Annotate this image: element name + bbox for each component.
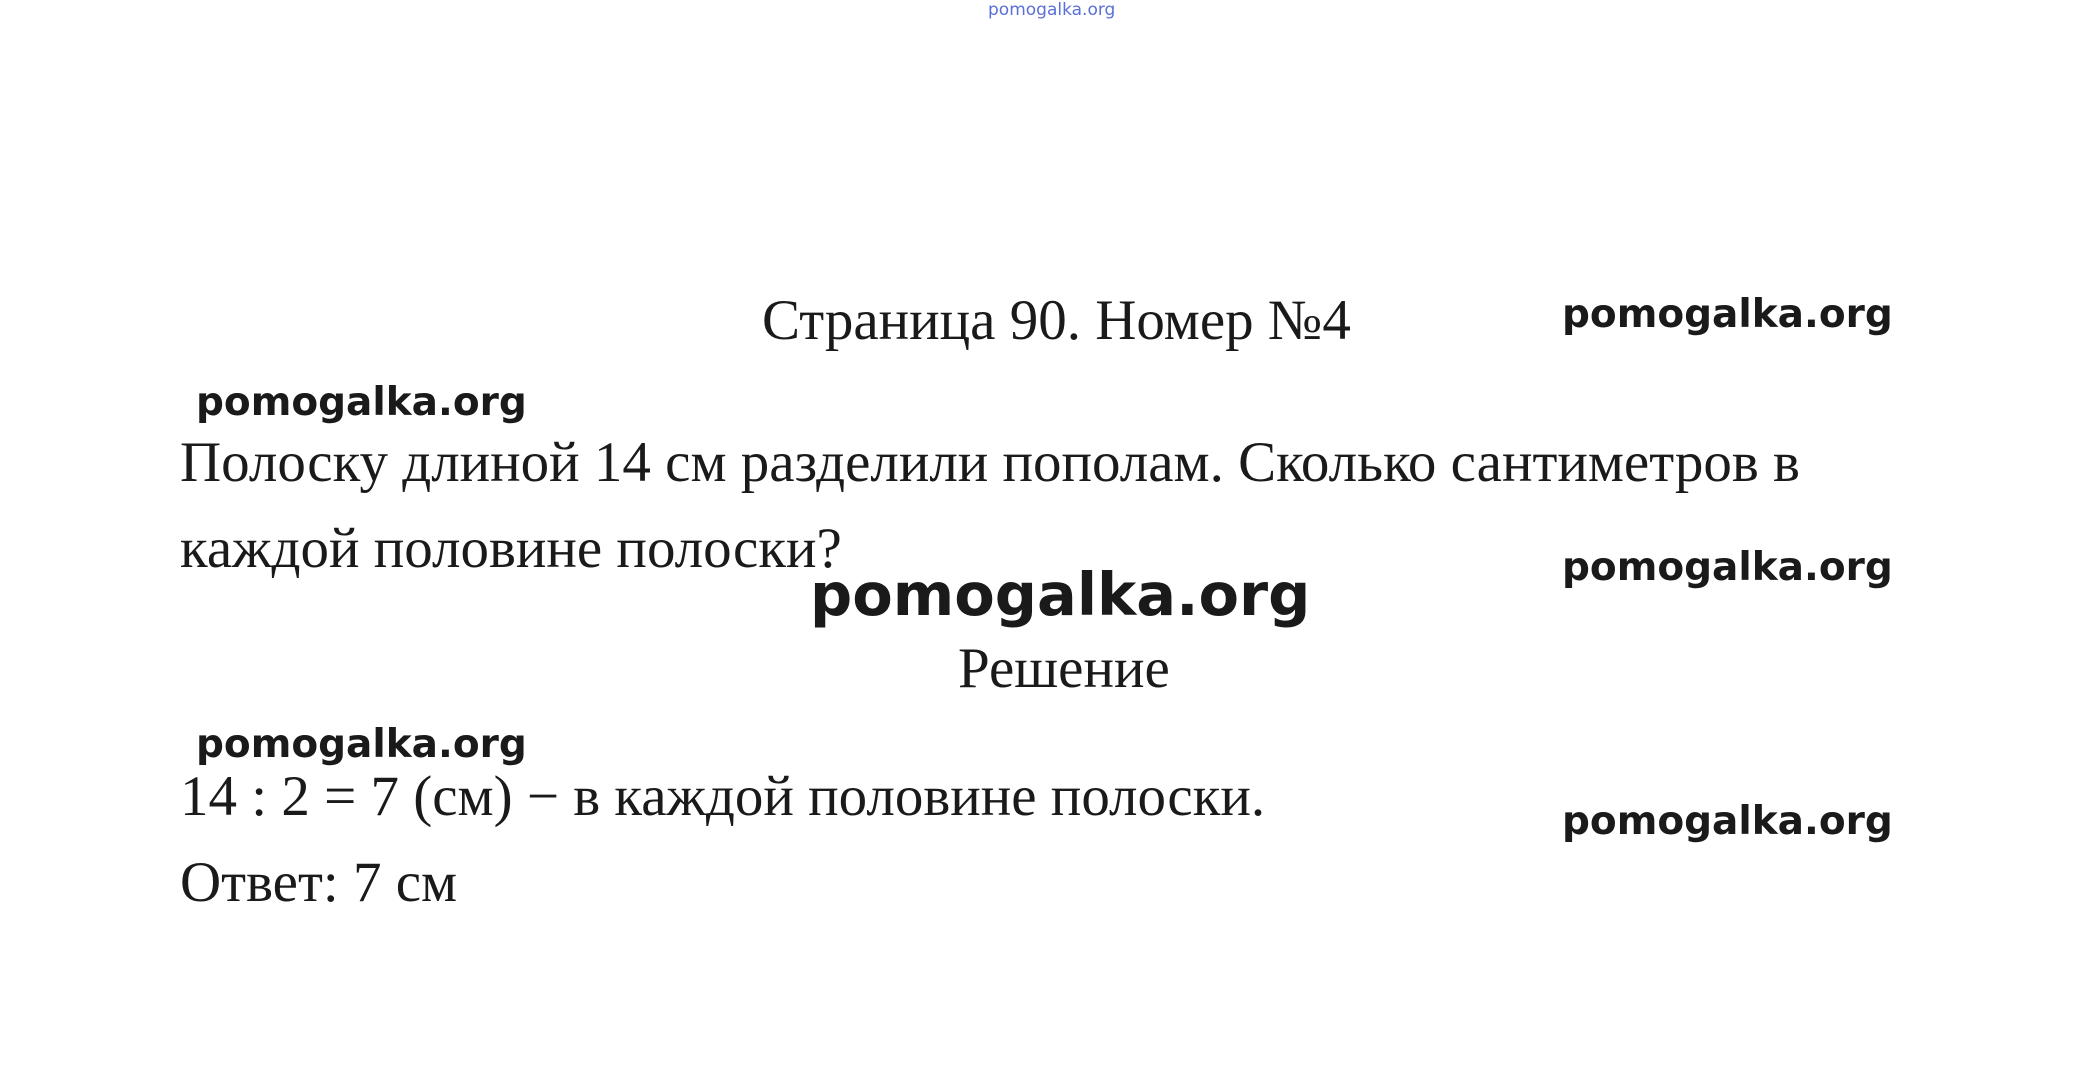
watermark-left-2: pomogalka.org [196,722,527,767]
watermark-right-3: pomogalka.org [1562,799,1893,844]
solution-title: Решение [958,637,1170,700]
problem-text: Полоску длиной 14 см разделили пополам. Сколько сантиметров в каждой половине полоски? [180,431,1800,580]
page-heading: Страница 90. Номер №4 [762,289,1351,352]
watermark-right-2: pomogalka.org [1562,545,1893,590]
watermark-right-1: pomogalka.org [1562,292,1893,337]
answer-text: Ответ: 7 см [180,851,458,914]
watermark-center: pomogalka.org [810,560,1311,629]
solution-equation: 14 : 2 = 7 (см) − в каждой половине полоски. [180,765,1266,828]
watermark-left-1: pomogalka.org [196,380,527,425]
top-watermark-link[interactable]: pomogalka.org [988,0,1116,20]
